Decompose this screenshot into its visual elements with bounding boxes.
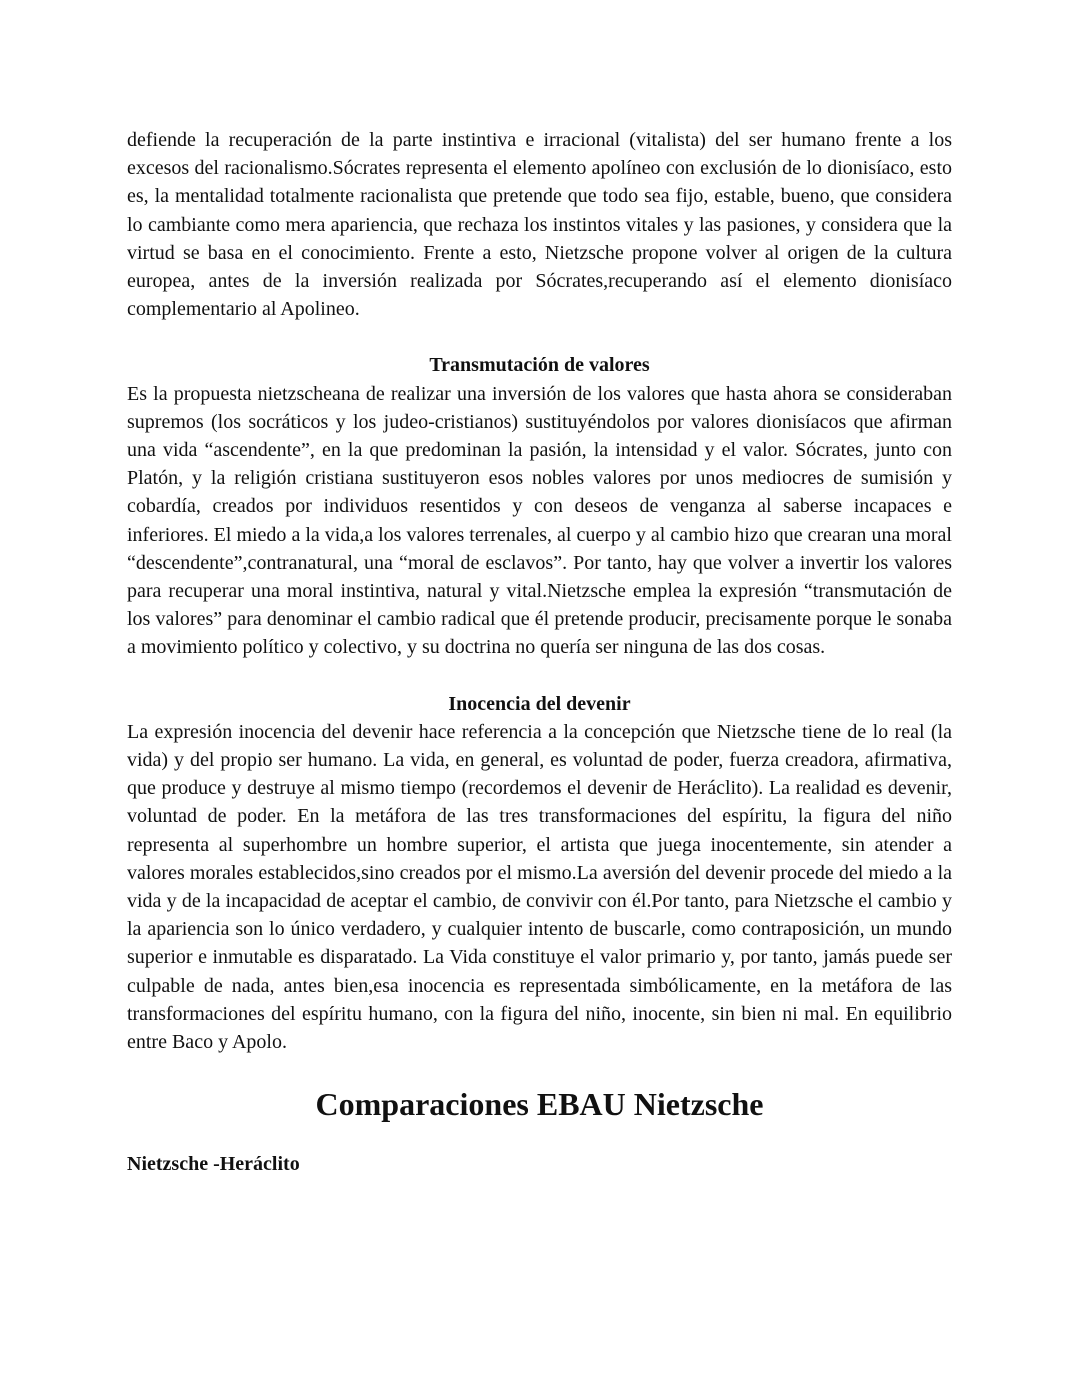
comparisons-title: Comparaciones EBAU Nietzsche <box>315 1086 764 1123</box>
section-title-inocencia: Inocencia del devenir <box>448 692 631 715</box>
section-paragraph-inocencia: La expresión inocencia del devenir hace referencia a la concepción que Nietzsche tiene de lo real (la vida) y del propio ser humano. La vida, en general, es voluntad de poder, fuerza creadora, afirmativa, que produce y destruye al mismo tiempo (recordemos el devenir de Heráclito). La realidad es devenir, voluntad de poder. En la metáfora de las tres transformaciones del espíritu, la figura del niño representa al superhombre un hombre superior, el artista que juega inocentemente, sin atender a valores morales establecidos,sino creados por el mismo.La aversión del devenir procede del miedo a la vida y de la incapacidad de aceptar el cambio, de convivir con él.Por tanto, para Nietzsche el cambio y la apariencia son lo único verdadero, y cualquier intento de buscarle, como contraposición, un mundo superior e inmutable es disparatado. La Vida constituye el valor primario y, por tanto, jamás puede ser culpable de nada, antes bien,esa inocencia es representada simbólicamente, en la metáfora de las transformaciones del espíritu humano, con la figura del niño, inocente, sin bien ni mal. En equilibrio entre Baco y Apolo. <box>127 720 952 1054</box>
subheading-spacer <box>127 1124 952 1150</box>
paragraph-spacer <box>127 323 952 351</box>
section-paragraph-transmutacion: Es la propuesta nietzscheana de realizar una inversión de los valores que hasta ahora se consideraban supremos (los socráticos y los judeo-cristianos) sustituyéndolos por valores dionisíacos que afirman una vida “ascendente”, en la que predominan la pasión, la intensidad y el valor. Sócrates, junto con Platón, y la religión cristiana sustituyeron esos nobles valores por unos mediocres de sumisión y cobardía, creados por individuos resentidos y con deseos de venganza al saberse incapaces e inferiores. El miedo a la vida,a los valores terrenales, al cuerpo y al cambio hizo que crearan una moral “descendente”,contranatural, una “moral de esclavos”. Por tanto, hay que volver a invertir los valores para recuperar una moral instintiva, natural y vital.Nietzsche emplea la expresión “transmutación de los valores” para denominar el cambio radical que él pretende producir, precisamente porque le sonaba a movimiento político y colectivo, y su doctrina no quería ser ninguna de las dos cosas. <box>127 382 952 659</box>
paragraph-spacer <box>127 662 952 690</box>
heading-spacer <box>127 1056 952 1084</box>
document-page <box>127 126 952 1178</box>
section-title-transmutacion: Transmutación de valores <box>429 354 650 377</box>
intro-paragraph: defiende la recuperación de la parte instintiva e irracional (vitalista) del ser humano frente a los excesos del racionalismo.Sócrates representa el elemento apolíneo con exclusión de lo dionisíaco, esto es, la mentalidad totalmente racionalista que pretende que todo sea fijo, estable, bueno, que considera lo cambiante como mera apariencia, que rechaza los instintos vitales y las pasiones, y considera que la virtud se basa en el conocimiento. Frente a esto, Nietzsche propone volver al origen de la cultura europea, antes de la inversión realizada por Sócrates,recuperando así el elemento dionisíaco complementario al Apolineo. <box>127 129 952 321</box>
comparison-subheading: Nietzsche -Heráclito <box>127 1153 300 1176</box>
